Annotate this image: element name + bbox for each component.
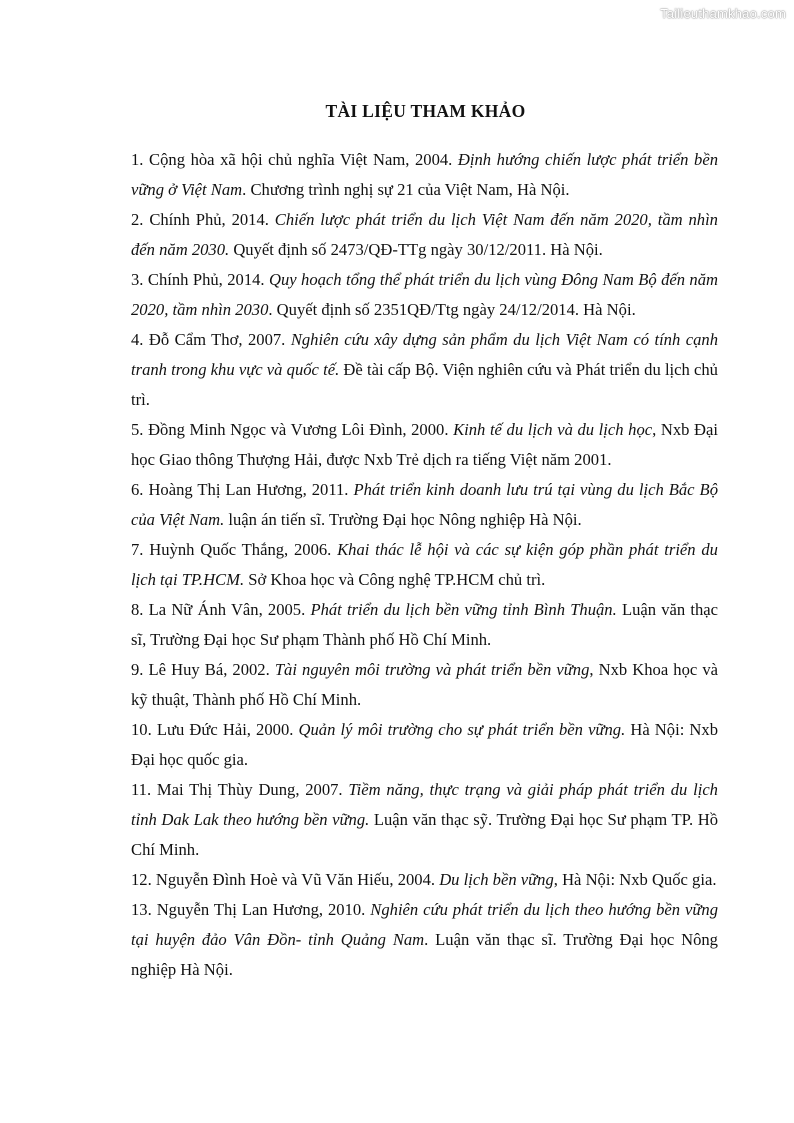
reference-author-year: Huỳnh Quốc Thắng, 2006. [149,540,338,559]
reference-item [131,415,718,475]
reference-item [131,325,718,415]
reference-item [131,205,718,265]
reference-details: Đề tài cấp Bộ. Viện nghiên cứu và Phát triển du lịch chủ trì. [131,360,718,409]
reference-details: Quyết định số 2473/QĐ-TTg ngày 30/12/2011. Hà Nội. [229,240,603,259]
reference-number: 2. [131,210,144,229]
reference-number: 9. [131,660,144,679]
reference-number: 10. [131,720,152,739]
reference-item [131,865,718,895]
reference-item [131,655,718,715]
reference-title: Phát triển du lịch bền vững tỉnh Bình Thuận. [310,600,617,619]
reference-title: Quy hoạch tổng thể phát triển du lịch vùng Đông Nam Bộ đến năm 2020, tầm nhìn 2030 [131,270,719,319]
reference-author-year: La Nữ Ánh Vân, 2005. [148,600,311,619]
page-title: TÀI LIỆU THAM KHẢO [325,101,526,121]
reference-author-year: Chính Phủ, 2014. [147,270,269,289]
reference-title: Chiến lược phát triển du lịch Việt Nam đến năm 2020, tầm nhìn đến năm 2030. [131,210,718,259]
reference-details: . Luận văn thạc sĩ. Trường Đại học Nông nghiệp Hà Nội. [131,930,718,979]
watermark: Tailieuthamkhao.com [660,6,786,21]
reference-item [131,775,718,865]
reference-title: Nghiên cứu xây dựng sản phẩm du lịch Việt Nam có tính cạnh tranh trong khu vực và quốc tế. [131,330,718,379]
reference-author-year: Đồng Minh Ngọc và Vương Lôi Đình, 2000. [148,420,454,439]
reference-author-year: Mai Thị Thùy Dung, 2007. [156,780,349,799]
reference-item [131,895,718,985]
reference-title: Nghiên cứu phát triển du lịch theo hướng bền vững tại huyện đảo Vân Đồn- tỉnh Quảng Nam [131,900,718,949]
reference-number: 4. [131,330,144,349]
reference-details: . Quyết định số 2351QĐ/Ttg ngày 24/12/2014. Hà Nội. [268,300,636,319]
reference-number: 13. [131,900,152,919]
reference-number: 12. [131,870,152,889]
reference-number: 8. [131,600,144,619]
reference-number: 11. [131,780,152,799]
reference-number: 7. [131,540,144,559]
reference-author-year: Lưu Đức Hải, 2000. [156,720,299,739]
reference-title: Định hướng chiến lược phát triển bền vững ở Việt Nam [131,150,718,199]
reference-details: . Chương trình nghị sự 21 của Việt Nam, Hà Nội. [242,180,570,199]
reference-details: , Hà Nội: Nxb Quốc gia. [553,870,717,889]
reference-title: Du lịch bền vững [439,870,554,889]
reference-title: Tiềm năng, thực trạng và giải pháp phát triển du lịch tỉnh Dak Lak theo hướng bền vững. [131,780,718,829]
reference-title: Phát triển kinh doanh lưu trú tại vùng du lịch Bắc Bộ của Việt Nam. [131,480,718,529]
reference-item [131,595,718,655]
reference-title: Khai thác lễ hội và các sự kiện góp phần phát triển du lịch tại TP.HCM. [131,540,718,589]
reference-list [131,145,718,985]
reference-details: Luận văn thạc sỹ. Trường Đại học Sư phạm TP. Hồ Chí Minh. [131,810,718,859]
reference-author-year: Nguyễn Thị Lan Hương, 2010. [156,900,371,919]
reference-author-year: Đỗ Cẩm Thơ, 2007. [148,330,291,349]
reference-number: 6. [131,480,144,499]
reference-number: 5. [131,420,144,439]
reference-author-year: Chính Phủ, 2014. [149,210,275,229]
reference-author-year: Cộng hòa xã hội chủ nghĩa Việt Nam, 2004. [149,150,458,169]
reference-details: Sở Khoa học và Công nghệ TP.HCM chủ trì. [244,570,546,589]
reference-details: luận án tiến sĩ. Trường Đại học Nông nghiệp Hà Nội. [224,510,582,529]
reference-author-year: Hoàng Thị Lan Hương, 2011. [148,480,354,499]
reference-author-year: Lê Huy Bá, 2002. [148,660,275,679]
reference-title: Kinh tế du lịch và du lịch học [453,420,653,439]
reference-item [131,715,718,775]
reference-item [131,145,718,205]
reference-item [131,475,718,535]
reference-title: Tài nguyên môi trường và phát triển bền vững [274,660,590,679]
reference-title: Quản lý môi trường cho sự phát triển bền vững. [298,720,626,739]
reference-details: , Nxb Đại học Giao thông Thượng Hải, được Nxb Trẻ dịch ra tiếng Việt năm 2001. [131,420,718,469]
reference-author-year: Nguyễn Đình Hoè và Vũ Văn Hiếu, 2004. [155,870,440,889]
reference-details: , Nxb Khoa học và kỹ thuật, Thành phố Hồ Chí Minh. [131,660,718,709]
reference-number: 3. [131,270,144,289]
reference-number: 1. [131,150,144,169]
reference-details: Luận văn thạc sĩ, Trường Đại học Sư phạm Thành phố Hồ Chí Minh. [131,600,719,649]
reference-item [131,535,718,595]
reference-item [131,265,718,325]
reference-details: Hà Nội: Nxb Đại học quốc gia. [131,720,718,769]
